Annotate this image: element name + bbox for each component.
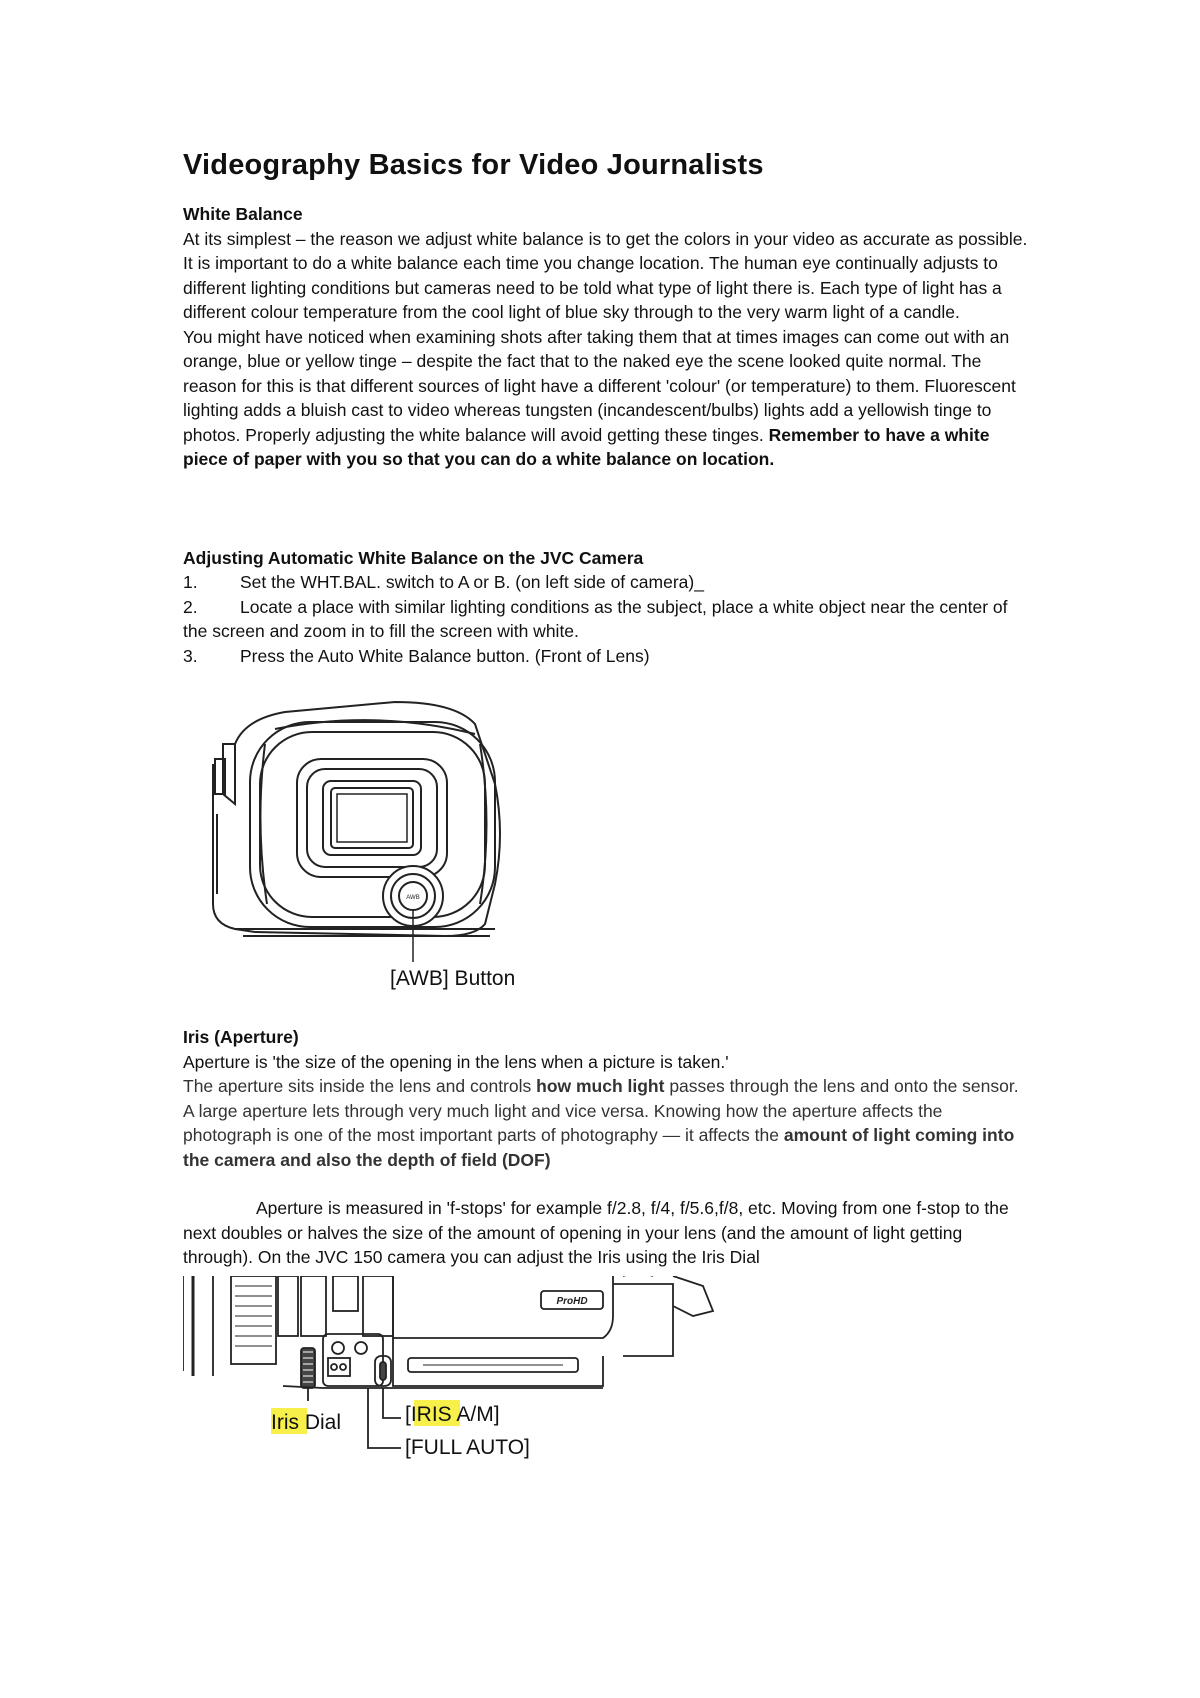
adjusting-heading: Adjusting Automatic White Balance on the JVC Camera [183,547,644,568]
iris-word: Iris [271,1410,299,1434]
camera-side-illustration [183,1276,743,1476]
iris-paragraph-2 [183,1074,1033,1172]
iris-paragraph-2-bold-2: amount of light coming into the camera and also the depth of field (DOF) [183,1125,1015,1170]
step-number: 2. [183,596,198,617]
white-balance-heading: White Balance [183,204,303,224]
step-text: Set the WHT.BAL. switch to A or B. (on left side of camera)_ [240,572,704,592]
page-title: Videography Basics for Video Journalists [183,149,764,181]
white-balance-paragraph-1: At its simplest – the reason we adjust white balance is to get the colors in your video as accurate as possible. It is important to do a white balance each time you change location. The human eye continually adjusts to different lighting conditions but cameras need to be told what type of light there is. Each type of light has a different colour temperature from the cool light of blue sky through to the very warm light of a candle. [183,228,1028,322]
white-balance-paragraph-2 [183,325,1033,472]
full-auto-label: [FULL AUTO] [405,1435,530,1459]
step-text: Press the Auto White Balance button. (Front of Lens) [240,645,650,666]
iris-dial-figure [183,1276,743,1476]
dial-word: Dial [299,1410,342,1434]
awb-button-figure [195,684,575,999]
list-item [183,595,1033,644]
white-balance-reminder: Remember to have a white piece of paper with you so that you can do a white balance on location. [183,424,990,469]
iris-am-rest: A/M] [451,1402,500,1426]
step-text: Locate a place with similar lighting conditions as the subject, place a white object near the center of the screen and zoom in to fill the screen with white. [183,596,1008,641]
iris-paragraph-3: Aperture is measured in 'f-stops' for example f/2.8, f/4, f/5.6,f/8, etc. Moving from one f-stop to the next doubles or halves the size of the amount of opening in your lens (and the amount of light getting through). On the JVC 150 camera you can adjust the Iris using the Iris Dial [183,1198,1009,1267]
iris-am-iris-word: IRIS [410,1402,452,1426]
list-item [183,644,1033,669]
iris-heading: Iris (Aperture) [183,1027,299,1047]
iris-paragraph-1: Aperture is 'the size of the opening in the lens when a picture is taken.' [183,1051,729,1072]
iris-paragraph-2c: passes through the lens and onto the sensor. A large aperture lets through very much light and vice versa. Knowing how the aperture affects the photograph is one of the most important parts of photography — it affects the [183,1076,1019,1145]
white-balance-paragraph-2-text: You might have noticed when examining shots after taking them that at times images can come out with an orange, blue or yellow tinge – despite the fact that to the naked eye the scene looked quite normal. The reason for this is that different sources of light have a different 'colour' (or temperature) to them. Fluorescent lighting adds a bluish cast to video whereas tungsten (incandescent/bulbs) lights add a yellowish tinge to photos. Properly adjusting the white balance will avoid getting these tinges. [183,326,1016,445]
iris-dial-label [271,1411,341,1434]
document-content [183,148,1033,1476]
list-item [183,570,1033,595]
step-number: 1. [183,572,198,592]
lens-hood-outer [250,722,495,927]
iris-paragraph-2-bold-1: how much light [536,1076,665,1096]
lens-ring [231,1276,276,1364]
camera-front-illustration [195,684,575,999]
awb-figure-label: [AWB] Button [390,967,516,990]
iris-am-callout-line [383,1388,401,1418]
iris-am-open: [ [405,1402,411,1426]
iris-paragraph-2a: The aperture sits inside the lens and controls [183,1076,537,1096]
step-number: 3. [183,645,198,666]
iris-am-label [405,1403,500,1426]
prohd-badge-text: ProHD [556,1295,588,1307]
adjusting-steps-list [183,570,1033,668]
awb-button-text: AWB [406,895,420,901]
lens-bezel [297,759,447,877]
